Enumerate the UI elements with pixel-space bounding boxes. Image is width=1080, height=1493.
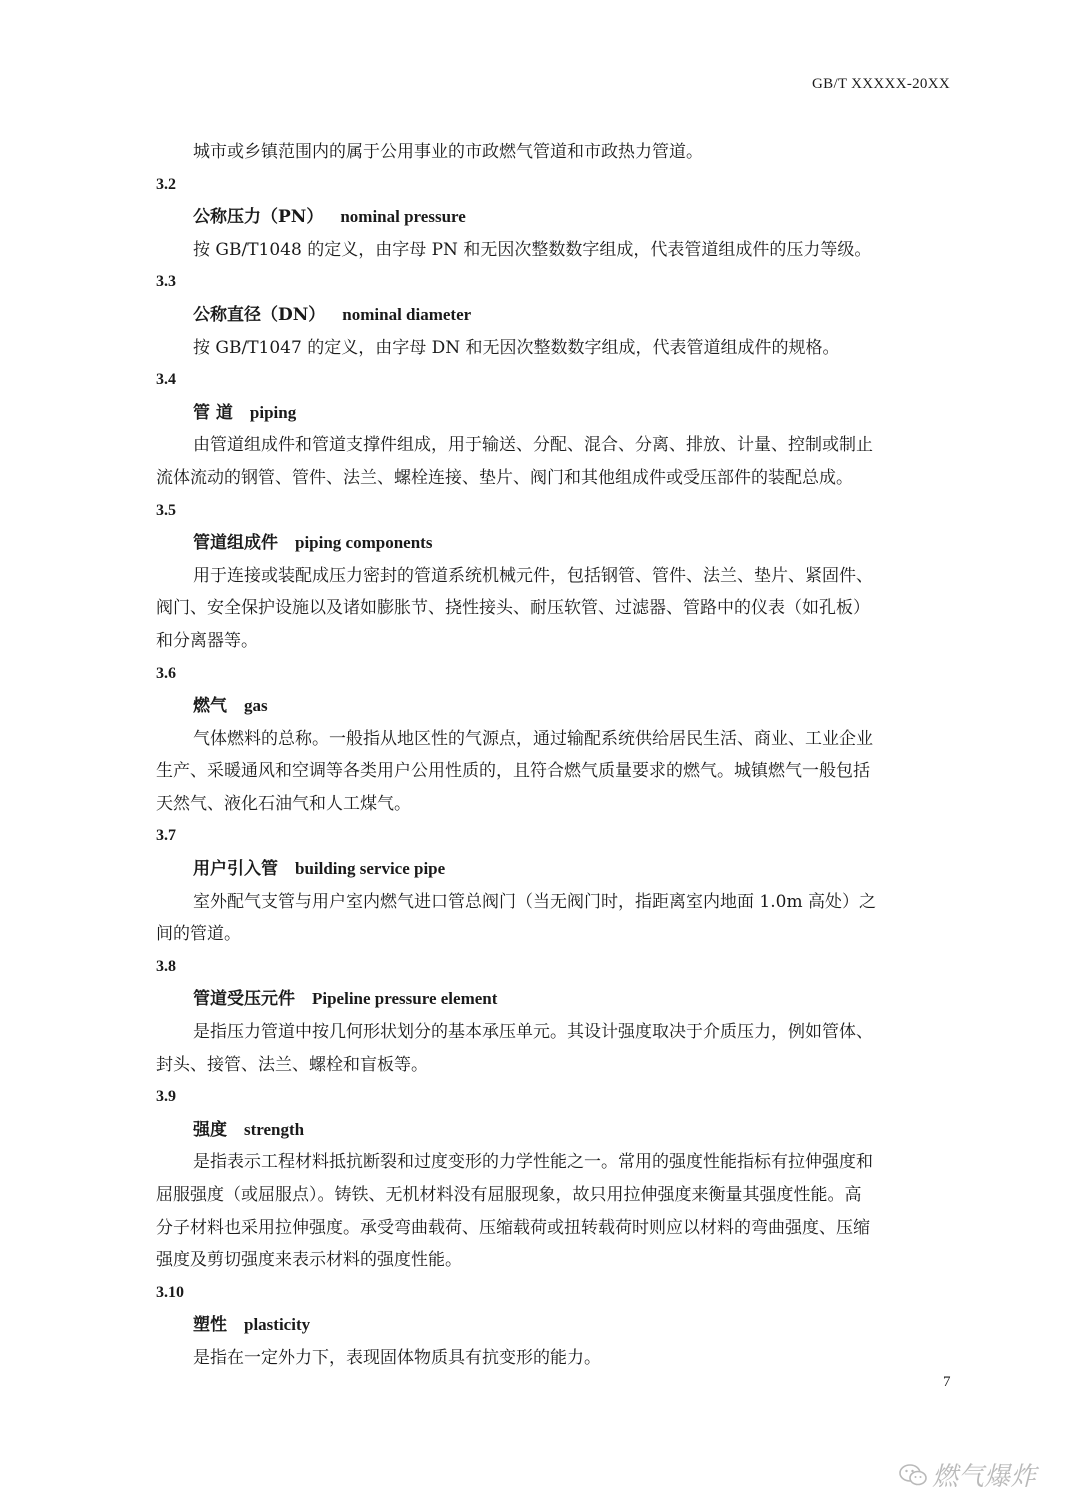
term-heading [156, 983, 951, 1016]
term-heading [156, 201, 951, 234]
term-chinese: 用户引入管 [193, 859, 278, 880]
section-number: 3.2 [156, 175, 176, 193]
definition-line: 是指在一定外力下，表现固体物质具有抗变形的能力。 [193, 1347, 601, 1368]
definition-line: 阀门、安全保护设施以及诸如膨胀节、挠性接头、耐压软管、过滤器、管路中的仪表（如孔板） [156, 598, 870, 619]
term-chinese: 管道受压元件 [193, 989, 295, 1010]
term-english: nominal pressure [340, 207, 466, 227]
definition-line: 封头、接管、法兰、螺栓和盲板等。 [156, 1054, 428, 1075]
definition-line: 生产、采暖通风和空调等各类用户公用性质的，且符合燃气质量要求的燃气。城镇燃气一般包括 [156, 761, 870, 782]
definition-line: 间的管道。 [156, 924, 241, 945]
wechat-icon [898, 1462, 928, 1488]
definition-line: 室外配气支管与用户室内燃气进口管总阀门（当无阀门时，指距离室内地面 1.0m 高处）之 [193, 891, 876, 912]
term-heading [156, 690, 951, 723]
term-chinese: 强度 [193, 1119, 227, 1140]
term-heading [156, 1309, 951, 1342]
section-number: 3.9 [156, 1088, 176, 1106]
document-body [156, 136, 951, 1375]
term-chinese: 公称压力（PN） [193, 207, 324, 228]
definition-line: 气体燃料的总称。一般指从地区性的气源点，通过输配系统供给居民生活、商业、工业企业 [193, 728, 873, 749]
term-english: gas [244, 696, 268, 716]
term-heading [156, 527, 951, 560]
definition-line: 和分离器等。 [156, 630, 258, 651]
definition-line: 按 GB/T1048 的定义，由字母 PN 和无因次整数数字组成，代表管道组成件的压力等级。 [193, 239, 872, 260]
term-heading [156, 853, 951, 886]
term-english: piping [249, 402, 297, 422]
section-number: 3.10 [156, 1283, 184, 1301]
term-chinese: 塑性 [193, 1315, 227, 1336]
term-heading [156, 397, 951, 430]
definition-line: 强度及剪切强度来表示材料的强度性能。 [156, 1250, 462, 1271]
term-heading [156, 299, 951, 332]
section-number: 3.3 [156, 273, 176, 291]
term-heading [156, 1114, 951, 1147]
watermark-text: 燃气爆炸 [932, 1462, 1037, 1492]
term-english: building service pipe [295, 859, 446, 879]
definition-line: 屈服强度（或屈服点）。铸铁、无机材料没有屈服现象，故只用拉伸强度来衡量其强度性能。高 [156, 1185, 862, 1205]
watermark [898, 1456, 1036, 1493]
term-english: Pipeline pressure element [312, 989, 498, 1009]
definition-line: 按 GB/T1047 的定义，由字母 DN 和无因次整数数字组成，代表管道组成件的规格。 [193, 337, 840, 358]
lead-paragraph: 城市或乡镇范围内的属于公用事业的市政燃气管道和市政热力管道。 [193, 142, 703, 162]
section-number: 3.5 [156, 501, 176, 519]
term-english: plasticity [244, 1315, 311, 1335]
definition-line: 天然气、液化石油气和人工煤气。 [156, 793, 411, 814]
definition-line: 分子材料也采用拉伸强度。承受弯曲载荷、压缩载荷或扭转载荷时则应以材料的弯曲强度、压缩 [156, 1217, 870, 1238]
term-english: strength [244, 1119, 305, 1139]
term-chinese: 燃气 [193, 696, 227, 717]
sections-container [156, 169, 951, 1375]
term-chinese: 管 道 [193, 402, 233, 423]
document-code: GB/T XXXXX-20XX [812, 76, 950, 92]
page-number: 7 [943, 1374, 951, 1390]
definition-line: 由管道组成件和管道支撑件组成，用于输送、分配、混合、分离、排放、计量、控制或制止 [193, 435, 873, 456]
definition-line: 是指表示工程材料抵抗断裂和过度变形的力学性能之一。常用的强度性能指标有拉伸强度和 [193, 1152, 873, 1173]
definition-line: 是指压力管道中按几何形状划分的基本承压单元。其设计强度取决于介质压力，例如管体、 [193, 1022, 873, 1043]
term-chinese: 管道组成件 [193, 533, 278, 554]
section-number: 3.7 [156, 827, 176, 845]
term-english: piping components [295, 533, 433, 553]
definition-line: 用于连接或装配成压力密封的管道系统机械元件，包括钢管、管件、法兰、垫片、紧固件、 [193, 565, 873, 586]
definition-line: 流体流动的钢管、管件、法兰、螺栓连接、垫片、阀门和其他组成件或受压部件的装配总成。 [156, 467, 853, 488]
section-number: 3.4 [156, 371, 176, 389]
term-chinese: 公称直径（DN） [193, 304, 326, 325]
term-english: nominal diameter [342, 304, 472, 324]
section-number: 3.8 [156, 957, 176, 975]
section-number: 3.6 [156, 664, 176, 682]
